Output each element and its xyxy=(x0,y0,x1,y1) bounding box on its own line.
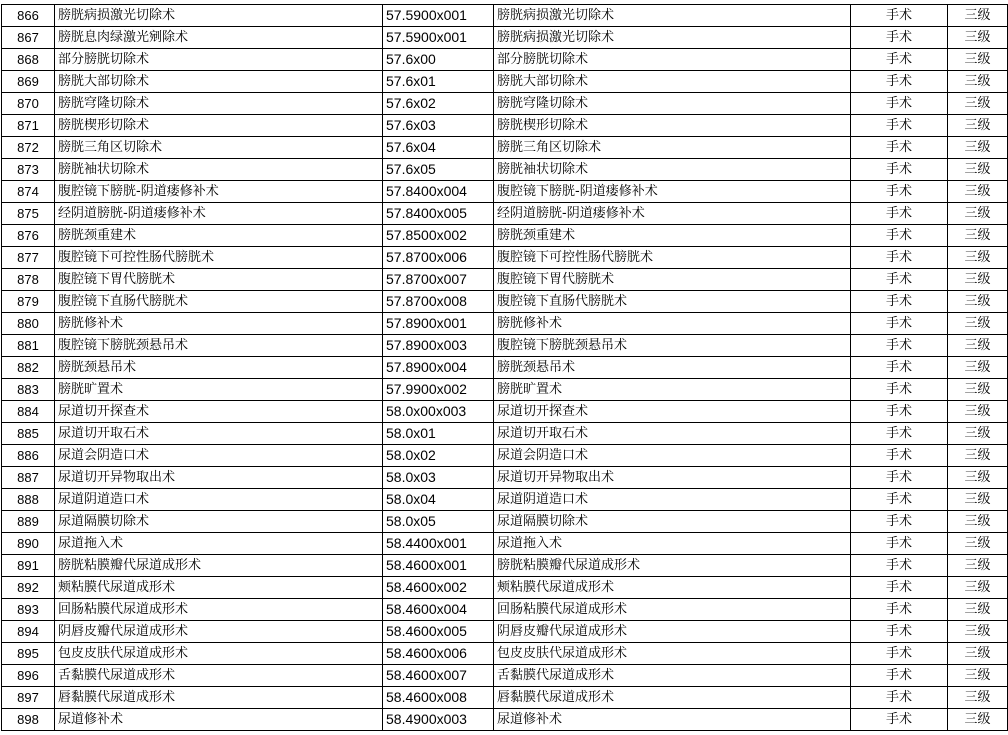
surgery-level-cell: 三级 xyxy=(948,423,1008,445)
operation-type-cell: 手术 xyxy=(851,335,948,357)
surgery-level-cell: 三级 xyxy=(948,159,1008,181)
surgery-level-cell: 三级 xyxy=(948,71,1008,93)
table-row xyxy=(2,269,1008,291)
table-row xyxy=(2,489,1008,511)
table-row xyxy=(2,533,1008,555)
standard-procedure-name-cell: 膀胱颈重建术 xyxy=(494,225,851,247)
table-row xyxy=(2,137,1008,159)
row-number-cell: 896 xyxy=(2,665,55,687)
standard-procedure-name-cell: 膀胱颈悬吊术 xyxy=(494,357,851,379)
surgery-level-cell: 三级 xyxy=(948,203,1008,225)
row-number-cell: 891 xyxy=(2,555,55,577)
standard-procedure-name-cell: 唇黏膜代尿道成形术 xyxy=(494,687,851,709)
standard-procedure-name-cell: 膀胱病损激光切除术 xyxy=(494,27,851,49)
surgery-level-cell: 三级 xyxy=(948,181,1008,203)
procedure-code-cell: 57.5900x001 xyxy=(383,27,494,49)
procedure-code-cell: 58.4600x005 xyxy=(383,621,494,643)
operation-type-cell: 手术 xyxy=(851,643,948,665)
procedure-name-cell: 回肠粘膜代尿道成形术 xyxy=(55,599,383,621)
standard-procedure-name-cell: 膀胱粘膜瓣代尿道成形术 xyxy=(494,555,851,577)
procedure-name-cell: 尿道阴道造口术 xyxy=(55,489,383,511)
surgery-level-cell: 三级 xyxy=(948,687,1008,709)
procedure-name-cell: 唇黏膜代尿道成形术 xyxy=(55,687,383,709)
surgery-level-cell: 三级 xyxy=(948,489,1008,511)
operation-type-cell: 手术 xyxy=(851,203,948,225)
procedure-code-cell: 58.0x00x003 xyxy=(383,401,494,423)
procedure-name-cell: 包皮皮肤代尿道成形术 xyxy=(55,643,383,665)
standard-procedure-name-cell: 膀胱修补术 xyxy=(494,313,851,335)
procedure-code-cell: 57.6x01 xyxy=(383,71,494,93)
row-number-cell: 876 xyxy=(2,225,55,247)
table-row xyxy=(2,709,1008,731)
surgery-level-cell: 三级 xyxy=(948,665,1008,687)
procedure-code-cell: 58.0x01 xyxy=(383,423,494,445)
surgery-level-cell: 三级 xyxy=(948,577,1008,599)
procedure-code-cell: 57.8900x004 xyxy=(383,357,494,379)
procedure-name-cell: 尿道切开取石术 xyxy=(55,423,383,445)
operation-type-cell: 手术 xyxy=(851,93,948,115)
procedure-name-cell: 部分膀胱切除术 xyxy=(55,49,383,71)
table-row xyxy=(2,203,1008,225)
surgery-level-cell: 三级 xyxy=(948,379,1008,401)
surgery-level-cell: 三级 xyxy=(948,93,1008,115)
procedure-code-cell: 57.6x02 xyxy=(383,93,494,115)
standard-procedure-name-cell: 膀胱三角区切除术 xyxy=(494,137,851,159)
procedure-code-cell: 58.0x02 xyxy=(383,445,494,467)
table-row xyxy=(2,71,1008,93)
row-number-cell: 883 xyxy=(2,379,55,401)
procedure-name-cell: 腹腔镜下可控性肠代膀胱术 xyxy=(55,247,383,269)
procedure-code-cell: 58.4600x004 xyxy=(383,599,494,621)
procedure-code-cell: 57.6x03 xyxy=(383,115,494,137)
standard-procedure-name-cell: 舌黏膜代尿道成形术 xyxy=(494,665,851,687)
table-row xyxy=(2,555,1008,577)
surgery-level-cell: 三级 xyxy=(948,643,1008,665)
procedure-code-cell: 58.0x03 xyxy=(383,467,494,489)
procedure-name-cell: 膀胱粘膜瓣代尿道成形术 xyxy=(55,555,383,577)
operation-type-cell: 手术 xyxy=(851,313,948,335)
surgery-level-cell: 三级 xyxy=(948,709,1008,731)
procedure-name-cell: 尿道拖入术 xyxy=(55,533,383,555)
procedure-name-cell: 膀胱颈悬吊术 xyxy=(55,357,383,379)
standard-procedure-name-cell: 腹腔镜下直肠代膀胱术 xyxy=(494,291,851,313)
row-number-cell: 886 xyxy=(2,445,55,467)
table-row xyxy=(2,357,1008,379)
procedure-code-cell: 58.4400x001 xyxy=(383,533,494,555)
surgery-level-cell: 三级 xyxy=(948,115,1008,137)
procedure-name-cell: 腹腔镜下直肠代膀胱术 xyxy=(55,291,383,313)
procedure-name-cell: 尿道隔膜切除术 xyxy=(55,511,383,533)
standard-procedure-name-cell: 膀胱大部切除术 xyxy=(494,71,851,93)
table-row xyxy=(2,291,1008,313)
surgery-level-cell: 三级 xyxy=(948,49,1008,71)
standard-procedure-name-cell: 尿道切开异物取出术 xyxy=(494,467,851,489)
row-number-cell: 887 xyxy=(2,467,55,489)
procedure-code-cell: 57.8700x006 xyxy=(383,247,494,269)
surgery-level-cell: 三级 xyxy=(948,401,1008,423)
standard-procedure-name-cell: 尿道切开取石术 xyxy=(494,423,851,445)
procedure-code-cell: 57.6x00 xyxy=(383,49,494,71)
table-row xyxy=(2,599,1008,621)
standard-procedure-name-cell: 经阴道膀胱-阴道瘘修补术 xyxy=(494,203,851,225)
procedure-code-cell: 58.4600x006 xyxy=(383,643,494,665)
table-row xyxy=(2,27,1008,49)
row-number-cell: 889 xyxy=(2,511,55,533)
operation-type-cell: 手术 xyxy=(851,423,948,445)
operation-type-cell: 手术 xyxy=(851,159,948,181)
operation-type-cell: 手术 xyxy=(851,511,948,533)
row-number-cell: 866 xyxy=(2,5,55,27)
procedure-name-cell: 膀胱息肉绿激光剜除术 xyxy=(55,27,383,49)
operation-type-cell: 手术 xyxy=(851,379,948,401)
operation-type-cell: 手术 xyxy=(851,709,948,731)
operation-type-cell: 手术 xyxy=(851,137,948,159)
procedure-code-cell: 57.6x05 xyxy=(383,159,494,181)
operation-type-cell: 手术 xyxy=(851,599,948,621)
surgery-level-cell: 三级 xyxy=(948,511,1008,533)
row-number-cell: 872 xyxy=(2,137,55,159)
operation-type-cell: 手术 xyxy=(851,181,948,203)
procedure-code-cell: 58.4600x001 xyxy=(383,555,494,577)
table-row xyxy=(2,93,1008,115)
surgery-level-cell: 三级 xyxy=(948,291,1008,313)
surgery-level-cell: 三级 xyxy=(948,137,1008,159)
standard-procedure-name-cell: 膀胱穹隆切除术 xyxy=(494,93,851,115)
procedure-code-cell: 57.5900x001 xyxy=(383,5,494,27)
standard-procedure-name-cell: 腹腔镜下膀胱颈悬吊术 xyxy=(494,335,851,357)
table-body xyxy=(2,5,1008,731)
operation-type-cell: 手术 xyxy=(851,5,948,27)
procedure-name-cell: 膀胱大部切除术 xyxy=(55,71,383,93)
row-number-cell: 894 xyxy=(2,621,55,643)
procedure-name-cell: 腹腔镜下膀胱颈悬吊术 xyxy=(55,335,383,357)
surgery-level-cell: 三级 xyxy=(948,225,1008,247)
procedure-code-cell: 58.0x05 xyxy=(383,511,494,533)
procedure-code-cell: 57.8900x001 xyxy=(383,313,494,335)
standard-procedure-name-cell: 膀胱楔形切除术 xyxy=(494,115,851,137)
table-row xyxy=(2,401,1008,423)
surgery-level-cell: 三级 xyxy=(948,533,1008,555)
surgery-level-cell: 三级 xyxy=(948,247,1008,269)
table-row xyxy=(2,181,1008,203)
table-row xyxy=(2,313,1008,335)
operation-type-cell: 手术 xyxy=(851,71,948,93)
row-number-cell: 895 xyxy=(2,643,55,665)
procedure-name-cell: 膀胱病损激光切除术 xyxy=(55,5,383,27)
row-number-cell: 897 xyxy=(2,687,55,709)
standard-procedure-name-cell: 尿道拖入术 xyxy=(494,533,851,555)
table-row xyxy=(2,445,1008,467)
row-number-cell: 874 xyxy=(2,181,55,203)
surgery-level-cell: 三级 xyxy=(948,467,1008,489)
table-row xyxy=(2,379,1008,401)
table-row xyxy=(2,225,1008,247)
procedure-name-cell: 阴唇皮瓣代尿道成形术 xyxy=(55,621,383,643)
standard-procedure-name-cell: 阴唇皮瓣代尿道成形术 xyxy=(494,621,851,643)
operation-type-cell: 手术 xyxy=(851,577,948,599)
surgery-level-cell: 三级 xyxy=(948,445,1008,467)
table-row xyxy=(2,665,1008,687)
procedure-code-cell: 57.8400x005 xyxy=(383,203,494,225)
standard-procedure-name-cell: 膀胱病损激光切除术 xyxy=(494,5,851,27)
row-number-cell: 884 xyxy=(2,401,55,423)
row-number-cell: 885 xyxy=(2,423,55,445)
procedure-code-cell: 57.9900x002 xyxy=(383,379,494,401)
row-number-cell: 893 xyxy=(2,599,55,621)
standard-procedure-name-cell: 腹腔镜下可控性肠代膀胱术 xyxy=(494,247,851,269)
operation-type-cell: 手术 xyxy=(851,291,948,313)
procedure-name-cell: 腹腔镜下膀胱-阴道瘘修补术 xyxy=(55,181,383,203)
operation-type-cell: 手术 xyxy=(851,533,948,555)
procedure-name-cell: 经阴道膀胱-阴道瘘修补术 xyxy=(55,203,383,225)
operation-type-cell: 手术 xyxy=(851,225,948,247)
standard-procedure-name-cell: 尿道阴道造口术 xyxy=(494,489,851,511)
procedure-name-cell: 腹腔镜下胃代膀胱术 xyxy=(55,269,383,291)
row-number-cell: 875 xyxy=(2,203,55,225)
procedure-code-cell: 58.4600x002 xyxy=(383,577,494,599)
surgery-level-cell: 三级 xyxy=(948,357,1008,379)
procedure-name-cell: 颊粘膜代尿道成形术 xyxy=(55,577,383,599)
standard-procedure-name-cell: 膀胱旷置术 xyxy=(494,379,851,401)
standard-procedure-name-cell: 尿道切开探查术 xyxy=(494,401,851,423)
row-number-cell: 882 xyxy=(2,357,55,379)
operation-type-cell: 手术 xyxy=(851,555,948,577)
procedure-code-cell: 58.4900x003 xyxy=(383,709,494,731)
procedure-code-cell: 57.6x04 xyxy=(383,137,494,159)
procedure-name-cell: 尿道修补术 xyxy=(55,709,383,731)
procedure-code-cell: 58.4600x007 xyxy=(383,665,494,687)
table-row xyxy=(2,577,1008,599)
row-number-cell: 880 xyxy=(2,313,55,335)
operation-type-cell: 手术 xyxy=(851,115,948,137)
operation-type-cell: 手术 xyxy=(851,247,948,269)
row-number-cell: 879 xyxy=(2,291,55,313)
operation-type-cell: 手术 xyxy=(851,27,948,49)
procedure-code-cell: 58.0x04 xyxy=(383,489,494,511)
operation-type-cell: 手术 xyxy=(851,467,948,489)
row-number-cell: 890 xyxy=(2,533,55,555)
procedure-code-cell: 57.8700x008 xyxy=(383,291,494,313)
standard-procedure-name-cell: 颊粘膜代尿道成形术 xyxy=(494,577,851,599)
surgery-level-cell: 三级 xyxy=(948,621,1008,643)
row-number-cell: 881 xyxy=(2,335,55,357)
procedure-code-cell: 57.8400x004 xyxy=(383,181,494,203)
row-number-cell: 888 xyxy=(2,489,55,511)
standard-procedure-name-cell: 包皮皮肤代尿道成形术 xyxy=(494,643,851,665)
row-number-cell: 892 xyxy=(2,577,55,599)
procedure-name-cell: 膀胱袖状切除术 xyxy=(55,159,383,181)
surgery-level-cell: 三级 xyxy=(948,335,1008,357)
procedure-name-cell: 膀胱修补术 xyxy=(55,313,383,335)
standard-procedure-name-cell: 尿道修补术 xyxy=(494,709,851,731)
procedure-code-cell: 57.8500x002 xyxy=(383,225,494,247)
table-row xyxy=(2,621,1008,643)
operation-type-cell: 手术 xyxy=(851,621,948,643)
row-number-cell: 869 xyxy=(2,71,55,93)
procedure-name-cell: 尿道会阴造口术 xyxy=(55,445,383,467)
procedure-name-cell: 舌黏膜代尿道成形术 xyxy=(55,665,383,687)
row-number-cell: 870 xyxy=(2,93,55,115)
standard-procedure-name-cell: 膀胱袖状切除术 xyxy=(494,159,851,181)
surgery-level-cell: 三级 xyxy=(948,599,1008,621)
surgery-level-cell: 三级 xyxy=(948,555,1008,577)
operation-type-cell: 手术 xyxy=(851,445,948,467)
operation-type-cell: 手术 xyxy=(851,687,948,709)
table-row xyxy=(2,335,1008,357)
procedure-name-cell: 膀胱穹隆切除术 xyxy=(55,93,383,115)
procedure-table xyxy=(1,4,1008,731)
table-row xyxy=(2,5,1008,27)
procedure-name-cell: 膀胱楔形切除术 xyxy=(55,115,383,137)
operation-type-cell: 手术 xyxy=(851,489,948,511)
operation-type-cell: 手术 xyxy=(851,401,948,423)
surgery-level-cell: 三级 xyxy=(948,313,1008,335)
table-row xyxy=(2,643,1008,665)
procedure-code-cell: 58.4600x008 xyxy=(383,687,494,709)
table-row xyxy=(2,49,1008,71)
procedure-name-cell: 尿道切开异物取出术 xyxy=(55,467,383,489)
row-number-cell: 868 xyxy=(2,49,55,71)
standard-procedure-name-cell: 腹腔镜下膀胱-阴道瘘修补术 xyxy=(494,181,851,203)
row-number-cell: 878 xyxy=(2,269,55,291)
operation-type-cell: 手术 xyxy=(851,357,948,379)
operation-type-cell: 手术 xyxy=(851,665,948,687)
table-row xyxy=(2,467,1008,489)
standard-procedure-name-cell: 部分膀胱切除术 xyxy=(494,49,851,71)
table-row xyxy=(2,159,1008,181)
table-row xyxy=(2,687,1008,709)
procedure-name-cell: 膀胱颈重建术 xyxy=(55,225,383,247)
standard-procedure-name-cell: 尿道隔膜切除术 xyxy=(494,511,851,533)
surgery-level-cell: 三级 xyxy=(948,5,1008,27)
procedure-name-cell: 尿道切开探查术 xyxy=(55,401,383,423)
row-number-cell: 867 xyxy=(2,27,55,49)
standard-procedure-name-cell: 回肠粘膜代尿道成形术 xyxy=(494,599,851,621)
operation-type-cell: 手术 xyxy=(851,269,948,291)
table-row xyxy=(2,115,1008,137)
row-number-cell: 898 xyxy=(2,709,55,731)
table-row xyxy=(2,247,1008,269)
procedure-name-cell: 膀胱三角区切除术 xyxy=(55,137,383,159)
surgery-level-cell: 三级 xyxy=(948,269,1008,291)
table-row xyxy=(2,511,1008,533)
row-number-cell: 871 xyxy=(2,115,55,137)
operation-type-cell: 手术 xyxy=(851,49,948,71)
procedure-code-cell: 57.8700x007 xyxy=(383,269,494,291)
standard-procedure-name-cell: 腹腔镜下胃代膀胱术 xyxy=(494,269,851,291)
standard-procedure-name-cell: 尿道会阴造口术 xyxy=(494,445,851,467)
table-row xyxy=(2,423,1008,445)
procedure-code-cell: 57.8900x003 xyxy=(383,335,494,357)
row-number-cell: 877 xyxy=(2,247,55,269)
procedure-name-cell: 膀胱旷置术 xyxy=(55,379,383,401)
row-number-cell: 873 xyxy=(2,159,55,181)
surgery-level-cell: 三级 xyxy=(948,27,1008,49)
